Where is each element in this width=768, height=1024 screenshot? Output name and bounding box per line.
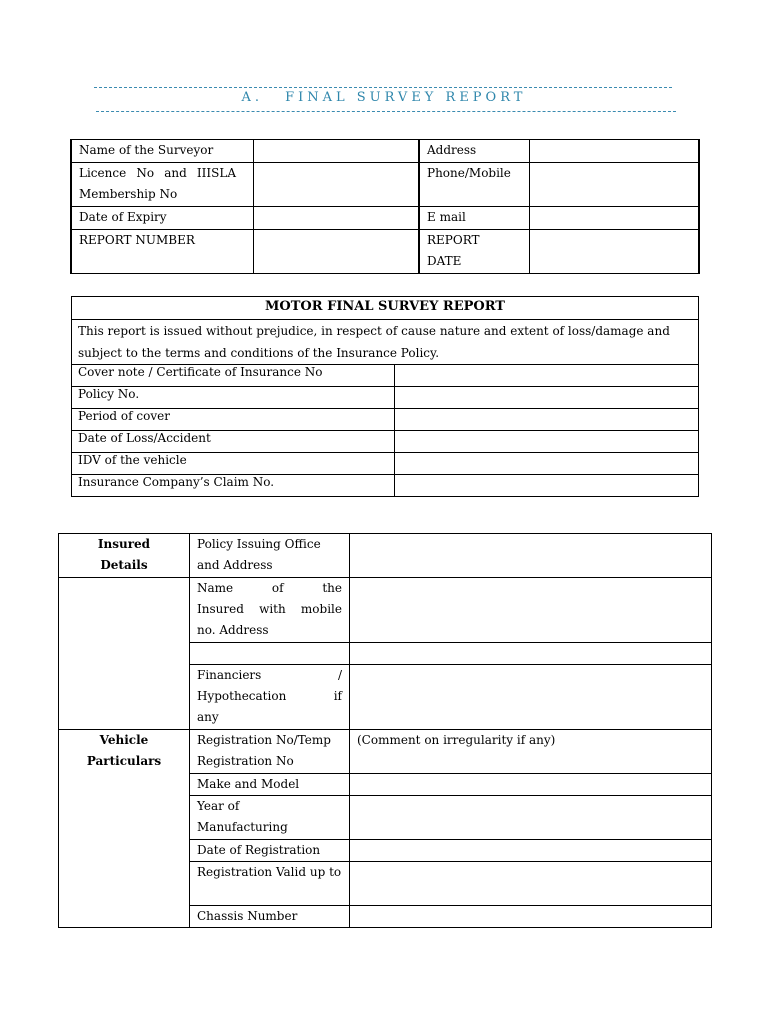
- table-row: [59, 578, 712, 643]
- period-of-cover-field[interactable]: [395, 409, 699, 431]
- report-number-label: REPORT NUMBER: [71, 230, 253, 274]
- table-row: [59, 730, 712, 774]
- claim-no-field[interactable]: [395, 475, 699, 497]
- period-of-cover-label: Period of cover: [72, 409, 395, 431]
- registration-comment: (Comment on irregularity if any): [357, 733, 556, 747]
- section-number: A.: [241, 90, 264, 105]
- vehicle-particulars-label: Vehicle Particulars: [59, 730, 190, 928]
- year-of-manufacturing-field[interactable]: [350, 796, 712, 840]
- registration-no-label: Registration No/Temp Registration No: [190, 730, 350, 774]
- table-row: [71, 163, 699, 207]
- insured-name-label: Name of the Insured with mobile no. Address: [190, 578, 350, 643]
- surveyor-name-label: Name of the Surveyor: [71, 140, 253, 163]
- surveyor-details-table: [70, 139, 700, 274]
- table-row: [71, 230, 699, 274]
- expiry-field[interactable]: [253, 207, 419, 230]
- address-field[interactable]: [529, 140, 699, 163]
- policy-office-field[interactable]: [350, 534, 712, 578]
- surveyor-name-field[interactable]: [253, 140, 419, 163]
- email-label: E mail: [419, 207, 529, 230]
- section-title: FINAL SURVEY REPORT: [285, 90, 527, 105]
- address-label: Address: [419, 140, 529, 163]
- registration-no-field[interactable]: [350, 730, 712, 774]
- blank-row-label: [190, 643, 350, 665]
- make-model-field[interactable]: [350, 774, 712, 796]
- make-model-label: Make and Model: [190, 774, 350, 796]
- insured-details-spacer: [59, 578, 190, 730]
- licence-field[interactable]: [253, 163, 419, 207]
- report-date-label: REPORT DATE: [419, 230, 529, 274]
- report-date-field[interactable]: [529, 230, 699, 274]
- disclaimer-text: This report is issued without prejudice, in respect of cause nature and extent of loss/damage and subject to the terms and conditions of the Insurance Policy.: [72, 320, 699, 365]
- expiry-label: Date of Expiry: [71, 207, 253, 230]
- date-of-loss-label: Date of Loss/Accident: [72, 431, 395, 453]
- table-row: [72, 320, 699, 365]
- insured-name-field[interactable]: [350, 578, 712, 643]
- policy-no-label: Policy No.: [72, 387, 395, 409]
- licence-label: Licence No and IIISLA Membership No: [71, 163, 253, 207]
- idv-field[interactable]: [395, 453, 699, 475]
- report-number-field[interactable]: [253, 230, 419, 274]
- motor-report-title: MOTOR FINAL SURVEY REPORT: [72, 297, 699, 320]
- table-row: [59, 534, 712, 578]
- cover-note-label: Cover note / Certificate of Insurance No: [72, 365, 395, 387]
- claim-no-label: Insurance Company’s Claim No.: [72, 475, 395, 497]
- table-row: [71, 140, 699, 163]
- financiers-label: Financiers / Hypothecation if any: [190, 665, 350, 730]
- date-of-registration-field[interactable]: [350, 840, 712, 862]
- financiers-field[interactable]: [350, 665, 712, 730]
- motor-report-table: [71, 296, 699, 497]
- policy-no-field[interactable]: [395, 387, 699, 409]
- cover-note-field[interactable]: [395, 365, 699, 387]
- table-row: [72, 387, 699, 409]
- year-of-manufacturing-label: Year of Manufacturing: [190, 796, 350, 840]
- idv-label: IDV of the vehicle: [72, 453, 395, 475]
- table-row: [72, 409, 699, 431]
- page-title: [0, 90, 768, 105]
- registration-valid-field[interactable]: [350, 862, 712, 906]
- email-field[interactable]: [529, 207, 699, 230]
- blank-row-field[interactable]: [350, 643, 712, 665]
- table-row: [72, 453, 699, 475]
- table-row: [72, 431, 699, 453]
- chassis-number-field[interactable]: [350, 906, 712, 928]
- date-of-registration-label: Date of Registration: [190, 840, 350, 862]
- insured-details-label: Insured Details: [59, 534, 190, 578]
- policy-office-label: Policy Issuing Office and Address: [190, 534, 350, 578]
- date-of-loss-field[interactable]: [395, 431, 699, 453]
- chassis-number-label: Chassis Number: [190, 906, 350, 928]
- phone-field[interactable]: [529, 163, 699, 207]
- table-row: [71, 207, 699, 230]
- table-row: [72, 365, 699, 387]
- header-rule-top: [94, 87, 672, 88]
- header-rule-bottom: [96, 111, 676, 112]
- table-row: [72, 475, 699, 497]
- registration-valid-label: Registration Valid up to: [190, 862, 350, 906]
- table-row: [72, 297, 699, 320]
- insured-vehicle-table: [58, 533, 712, 928]
- phone-label: Phone/Mobile: [419, 163, 529, 207]
